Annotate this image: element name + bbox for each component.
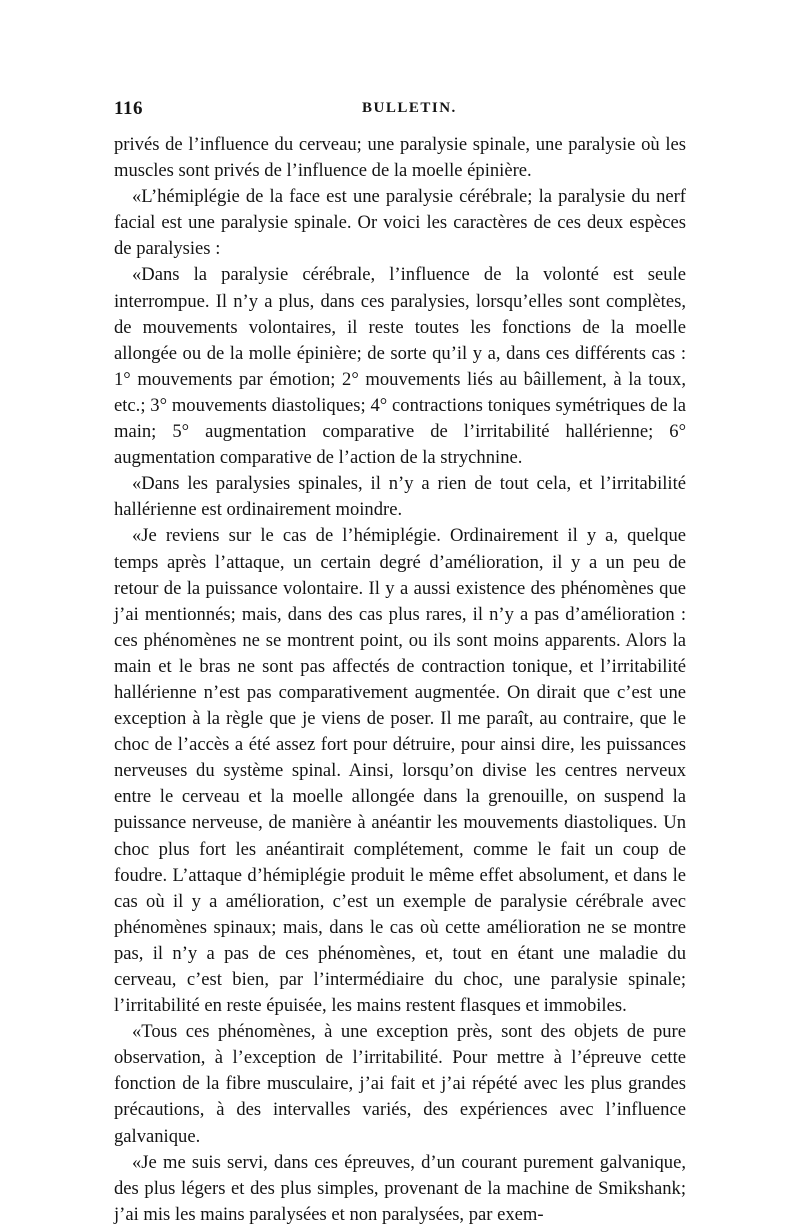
document-page: [114, 98, 686, 1228]
paragraph-hemiplegia-case: «Je reviens sur le cas de l’hémiplégie. Ordinairement il y a, quelque temps après l’attaque, un certain degré d’amélioration, il y a un peu de retour de la puissance volontaire. Il y a aussi existence des phénomènes que j’ai mentionnés; mais, dans des cas plus rares, il n’y a pas d’amélioration : ces phénomènes ne se montrent point, ou ils sont moins apparents. Alors la main et le bras ne sont pas affectés de contraction tonique, et l’irritabilité hallérienne n’est pas comparativement augmentée. On dirait que c’est une exception à la règle que je viens de poser. Il me paraît, au contraire, que le choc de l’accès a été assez fort pour détruire, pour ainsi dire, les puissances nerveuses du système spinal. Ainsi, lorsqu’on divise les centres nerveux entre le cerveau et la moelle allongée dans la grenouille, on suspend la puissance nerveuse, de manière à anéantir les mouvements diastoliques. Un choc plus fort les anéantirait complétement, comme le fait un coup de foudre. L’attaque d’hémiplégie produit le même effet absolument, et dans le cas où il y a amélioration, c’est un exemple de paralysie cérébrale avec phénomènes spinaux; mais, dans le cas où cette amélioration ne se montre pas, il n’y a pas de ces phénomènes, et, tout en étant une maladie du cerveau, c’est bien, par l’intermédiaire du choc, une paralysie spinale; l’irritabilité en reste épuisée, les mains restent flasques et immobiles.: [114, 525, 686, 1017]
paragraph-cerebral-paralysis: «Dans la paralysie cérébrale, l’influence de la volonté est seule interrompue. Il n’y a plus, dans ces paralysies, lorsqu’elles sont complètes, de mouvements volontaires, il reste toutes les fonctions de la moelle allongée ou de la molle épinière; de sorte qu’il y a, dans ces différents cas : 1° mouvements par émotion; 2° mouvements liés au bâillement, à la toux, etc.; 3° mouvements diastoliques; 4° contractions toniques symétriques de la main; 5° augmentation comparative de l’irritabilité hallérienne; 6° augmentation comparative de l’action de la strychnine.: [114, 264, 686, 469]
paragraph-galvanic-current: «Je me suis servi, dans ces épreuves, d’un courant purement galvanique, des plus légers et des plus simples, provenant de la machine de Smikshank; j’ai mis les mains paralysées et non paralysées, par exem-: [114, 1151, 686, 1225]
page-number: 116: [114, 98, 143, 119]
paragraph-facial-hemiplegia: «L’hémiplégie de la face est une paralysie cérébrale; la paralysie du nerf facial est une paralysie spinale. Or voici les caractères de ces deux espèces de paralysies :: [114, 186, 686, 260]
body-text: [114, 132, 686, 1228]
page-header: [114, 98, 686, 124]
paragraph-continuation: privés de l’influence du cerveau; une paralysie spinale, une paralysie où les muscles sont privés de l’influence de la moelle épinière.: [114, 134, 686, 182]
paragraph-spinal-paralysis: «Dans les paralysies spinales, il n’y a rien de tout cela, et l’irritabilité hallérienne est ordinairement moindre.: [114, 473, 686, 521]
running-title: BULLETIN.: [362, 100, 457, 116]
paragraph-observation: «Tous ces phénomènes, à une exception près, sont des objets de pure observation, à l’exception de l’irritabilité. Pour mettre à l’épreuve cette fonction de la fibre musculaire, j’ai fait et j’ai répété avec les plus grandes précautions, à des intervalles variés, des expériences avec l’influence galvanique.: [114, 1021, 686, 1147]
